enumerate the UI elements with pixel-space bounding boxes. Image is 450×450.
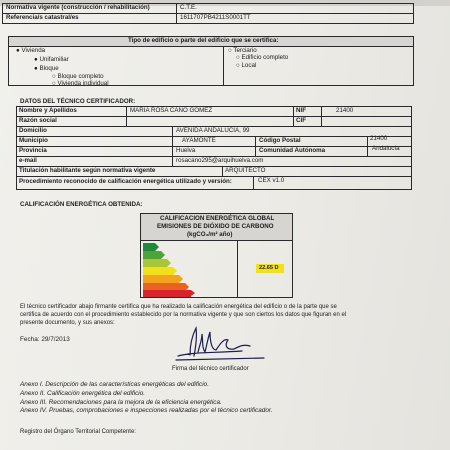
option-terciario-label: Terciario: [233, 47, 257, 54]
rating-bar-g: [143, 290, 191, 297]
option-bloque-label: Bloque: [39, 65, 59, 72]
procedimiento-label: Procedimiento reconocido de calificación energética utilizado y versión:: [19, 178, 232, 185]
option-unifamiliar: ● Unifamiliar: [34, 56, 69, 63]
postal-code-label: Código Postal: [259, 137, 301, 144]
name-value: MARIA ROSA CANO GOMEZ: [130, 107, 213, 114]
cadastral-value: 1611707PB4211S0001TT: [180, 14, 251, 21]
annex-2: Anexo II. Calificación energética del edificio.: [20, 390, 146, 397]
rating-bar-b: [143, 251, 161, 259]
option-vivienda: ● Vivienda: [16, 47, 46, 54]
rating-bar-a: [143, 243, 155, 251]
building-type-title: Tipo de edificio o parte del edificio que se certifica:: [128, 37, 279, 44]
regulation-label: Normativa vigente (construcción / rehabilitación): [6, 4, 150, 11]
statement-line-2: certifica de acuerdo con el procedimiento establecido por la normativa vigente y que son ciertos los datos que figuran en el: [20, 312, 347, 318]
domicilio-label: Domicilio: [19, 127, 47, 134]
rating-bar-e: [143, 275, 179, 283]
procedimiento-value: CEX v1.0: [258, 177, 285, 184]
option-bloque-completo-label: Bloque completo: [57, 73, 104, 80]
annex-3: Anexo III. Recomendaciones para la mejora de la eficiencia energética.: [20, 399, 222, 406]
name-label: Nombre y Apellidos: [19, 107, 77, 114]
option-edificio-completo-label: Edificio completo: [241, 54, 289, 61]
signature-caption: Firma del técnico certificador: [172, 366, 249, 372]
option-vivienda-individual-label: Vivienda individual: [57, 80, 109, 87]
statement-line-1: El técnico certificador abajo firmante certifica que ha realizado la calificación energética del edificio o de la parte que se: [20, 304, 337, 310]
annex-1: Anexo I. Descripción de las características energéticas del edificio.: [20, 381, 209, 388]
provincia-value: Huelva: [176, 147, 196, 154]
cif-label: CIF: [296, 117, 306, 124]
annex-4: Anexo IV. Pruebas, comprobaciones e inspecciones realizadas por el técnico certificador.: [20, 407, 273, 414]
cadastral-label: Referencia/s catastral/es: [6, 14, 79, 21]
rating-header-line1: CALIFICACION ENERGÉTICA GLOBAL: [160, 215, 275, 222]
rating-value: 22.65 D: [259, 265, 279, 271]
nif-label: NIF: [296, 107, 306, 114]
certificate-date: Fecha: 29/7/2013: [20, 336, 70, 343]
option-local: ○ Local: [236, 62, 257, 69]
statement-line-3: presente documento, y sus anexos:: [20, 320, 115, 326]
municipio-label: Municipio: [19, 137, 48, 144]
domicilio-value: AVENIDA ANDALUCIA, 99: [176, 127, 250, 134]
rating-header-line2: EMISIONES DE DIÓXIDO DE CARBONO: [157, 223, 274, 230]
nif-value: 21400: [336, 107, 354, 114]
rating-bar-c: [143, 259, 167, 267]
comunidad-value: Andalucía: [372, 145, 400, 152]
razon-social-label: Razón social: [19, 117, 57, 124]
email-value: rosacano295@arquihuelva.com: [176, 157, 264, 164]
email-label: e-mail: [19, 157, 37, 164]
provincia-label: Provincia: [19, 147, 47, 154]
option-bloque: ● Bloque: [34, 65, 59, 72]
technician-signature: [172, 322, 272, 364]
registry-label: Registro del Órgano Territorial Competente:: [20, 429, 136, 435]
titulacion-value: ARQUITECTO: [225, 167, 266, 174]
option-terciario: ○ Terciario: [228, 47, 257, 54]
option-bloque-completo: ○ Bloque completo: [52, 73, 104, 80]
titulacion-label: Titulación habilitante según normativa vigente: [19, 167, 156, 174]
option-vivienda-label: Vivienda: [21, 47, 46, 54]
rating-bar-d: [143, 267, 173, 275]
rating-section-title: CALIFICACIÓN ENERGÉTICA OBTENIDA:: [20, 201, 143, 208]
rating-header-line3: (kgCO₂/m² año): [187, 231, 233, 238]
technician-title: DATOS DEL TÉCNICO CERTIFICADOR:: [20, 98, 136, 105]
option-local-label: Local: [241, 62, 257, 69]
postal-code-value: 21400: [370, 135, 388, 142]
comunidad-label: Comunidad Autónoma: [259, 147, 326, 154]
option-edificio-completo: ○ Edificio completo: [236, 54, 289, 61]
option-vivienda-individual: ○ Vivienda individual: [52, 80, 109, 87]
option-unifamiliar-label: Unifamiliar: [39, 56, 69, 63]
municipio-value: AYAMONTE: [182, 137, 216, 144]
regulation-value: C.T.E.: [180, 4, 197, 11]
